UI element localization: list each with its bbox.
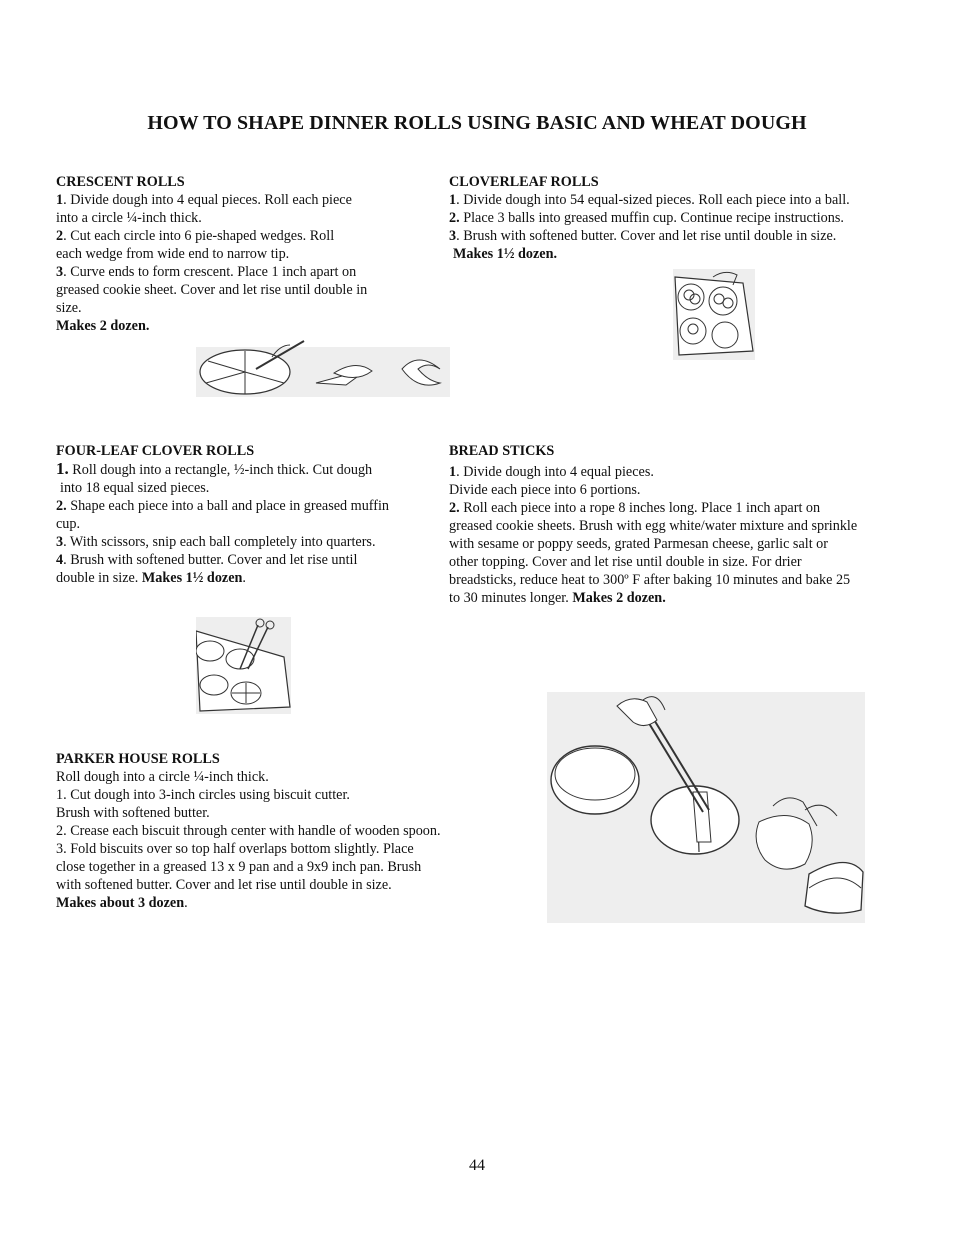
parker-yield: Makes about 3 dozen: [56, 895, 185, 911]
step-text: Roll each piece into a rope 8 inches long. Place 1 inch apart on: [459, 500, 821, 516]
punctuation: .: [184, 895, 188, 911]
parker-line: Brush with softened butter.: [56, 805, 210, 821]
cloverleaf-drawing: [673, 269, 755, 360]
breadsticks-step-2: [449, 499, 857, 517]
bread-sticks-heading: BREAD STICKS: [449, 443, 555, 459]
bread-sticks-section: [449, 442, 857, 607]
breadsticks-line-yield: [449, 589, 857, 607]
parker-step-2: 2. Crease each biscuit through center with handle of wooden spoon.: [56, 823, 441, 839]
parker-house-rolls-heading: PARKER HOUSE ROLLS: [56, 751, 220, 767]
four-leaf-clover-illustration: [196, 617, 291, 714]
step-number: 4: [56, 552, 64, 568]
cloverleaf-yield: Makes 1½ dozen.: [453, 246, 558, 262]
step-number: 2: [56, 228, 64, 244]
crescent-step-2: [56, 227, 367, 245]
cloverleaf-step-1: [449, 191, 850, 209]
punctuation: .: [242, 570, 246, 586]
parker-line: close together in a greased 13 x 9 pan and a 9x9 inch pan. Brush: [56, 859, 422, 875]
four-leaf-clover-rolls-section: [56, 442, 389, 587]
step-number: 2.: [449, 500, 460, 516]
step-text: double in size.: [56, 570, 142, 586]
crescent-line: into a circle ¼-inch thick.: [56, 210, 202, 226]
fourleaf-line: cup.: [56, 516, 81, 532]
fourleaf-line-yield: [56, 569, 389, 587]
breadsticks-line: greased cookie sheets. Brush with egg white/water mixture and sprinkle: [449, 518, 858, 534]
step-text: . Divide dough into 4 equal pieces.: [456, 464, 654, 480]
breadsticks-line: other topping. Cover and let rise until double in size. For drier: [449, 554, 802, 570]
step-text: . Brush with softened butter. Cover and let rise until: [63, 552, 358, 568]
four-leaf-drawing: [196, 617, 291, 714]
crescent-rolls-illustration: [196, 339, 450, 397]
step-text: . Cut each circle into 6 pie-shaped wedges. Roll: [63, 228, 335, 244]
parker-step-1: 1. Cut dough into 3-inch circles using biscuit cutter.: [56, 787, 350, 803]
crescent-rolls-section: [56, 173, 367, 335]
step-number: 2.: [56, 498, 67, 514]
crescent-line: size.: [56, 300, 82, 316]
breadsticks-yield: Makes 2 dozen.: [572, 590, 666, 606]
cloverleaf-rolls-heading: CLOVERLEAF ROLLS: [449, 174, 599, 190]
step-text: to 30 minutes longer.: [449, 590, 573, 606]
crescent-step-3: [56, 263, 367, 281]
parker-house-drawing: [547, 692, 865, 923]
fourleaf-line: into 18 equal sized pieces.: [60, 480, 210, 496]
cloverleaf-rolls-illustration: [673, 269, 755, 360]
fourleaf-step-1: [56, 460, 389, 479]
step-number: 1: [449, 464, 457, 480]
fourleaf-step-2: [56, 497, 389, 515]
breadsticks-line: with sesame or poppy seeds, grated Parmesan cheese, garlic salt or: [449, 536, 828, 552]
step-text: . Brush with softened butter. Cover and let rise until double in size.: [456, 228, 837, 244]
fourleaf-step-4: [56, 551, 389, 569]
step-text: Shape each piece into a ball and place in greased muffin: [66, 498, 390, 514]
four-leaf-clover-rolls-heading: FOUR-LEAF CLOVER ROLLS: [56, 443, 255, 459]
parker-line-yield: [56, 894, 441, 912]
breadsticks-line: Divide each piece into 6 portions.: [449, 482, 641, 498]
step-number: 3: [56, 534, 64, 550]
breadsticks-step-1: [449, 463, 857, 481]
step-text: Place 3 balls into greased muffin cup. Continue recipe instructions.: [459, 210, 844, 226]
step-text: . Divide dough into 54 equal-sized pieces. Roll each piece into a ball.: [456, 192, 850, 208]
parker-line: Roll dough into a circle ¼-inch thick.: [56, 769, 269, 785]
step-text: . Divide dough into 4 equal pieces. Roll each piece: [63, 192, 352, 208]
fourleaf-step-3: [56, 533, 389, 551]
crescent-line: each wedge from wide end to narrow tip.: [56, 246, 290, 262]
crescent-line: greased cookie sheet. Cover and let rise until double in: [56, 282, 368, 298]
crescent-step-1: [56, 191, 367, 209]
step-text: Roll dough into a rectangle, ½-inch thick. Cut dough: [68, 462, 373, 478]
cloverleaf-step-3: [449, 227, 850, 245]
crescent-yield: Makes 2 dozen.: [56, 318, 150, 334]
page-title: HOW TO SHAPE DINNER ROLLS USING BASIC AND WHEAT DOUGH: [147, 112, 807, 134]
step-number: 3: [56, 264, 64, 280]
step-number: 1.: [56, 459, 69, 478]
cloverleaf-step-2: [449, 209, 850, 227]
fourleaf-yield: Makes 1½ dozen: [141, 570, 243, 586]
step-number: 3: [449, 228, 457, 244]
step-text: . Curve ends to form crescent. Place 1 inch apart on: [63, 264, 357, 280]
parker-step-3: 3. Fold biscuits over so top half overlaps bottom slightly. Place: [56, 841, 414, 857]
parker-house-rolls-section: [56, 750, 441, 912]
breadsticks-line: breadsticks, reduce heat to 300º F after baking 10 minutes and bake 25: [449, 572, 851, 588]
cloverleaf-rolls-section: [449, 173, 850, 263]
crescent-rolls-heading: CRESCENT ROLLS: [56, 174, 185, 190]
page-number: 44: [469, 1157, 485, 1174]
step-number: 1: [56, 192, 64, 208]
step-number: 1: [449, 192, 457, 208]
step-number: 2.: [449, 210, 460, 226]
step-text: . With scissors, snip each ball completely into quarters.: [63, 534, 376, 550]
crescent-drawing: [196, 339, 450, 397]
parker-line: with softened butter. Cover and let rise until double in size.: [56, 877, 392, 893]
parker-house-rolls-illustration: [547, 692, 865, 923]
